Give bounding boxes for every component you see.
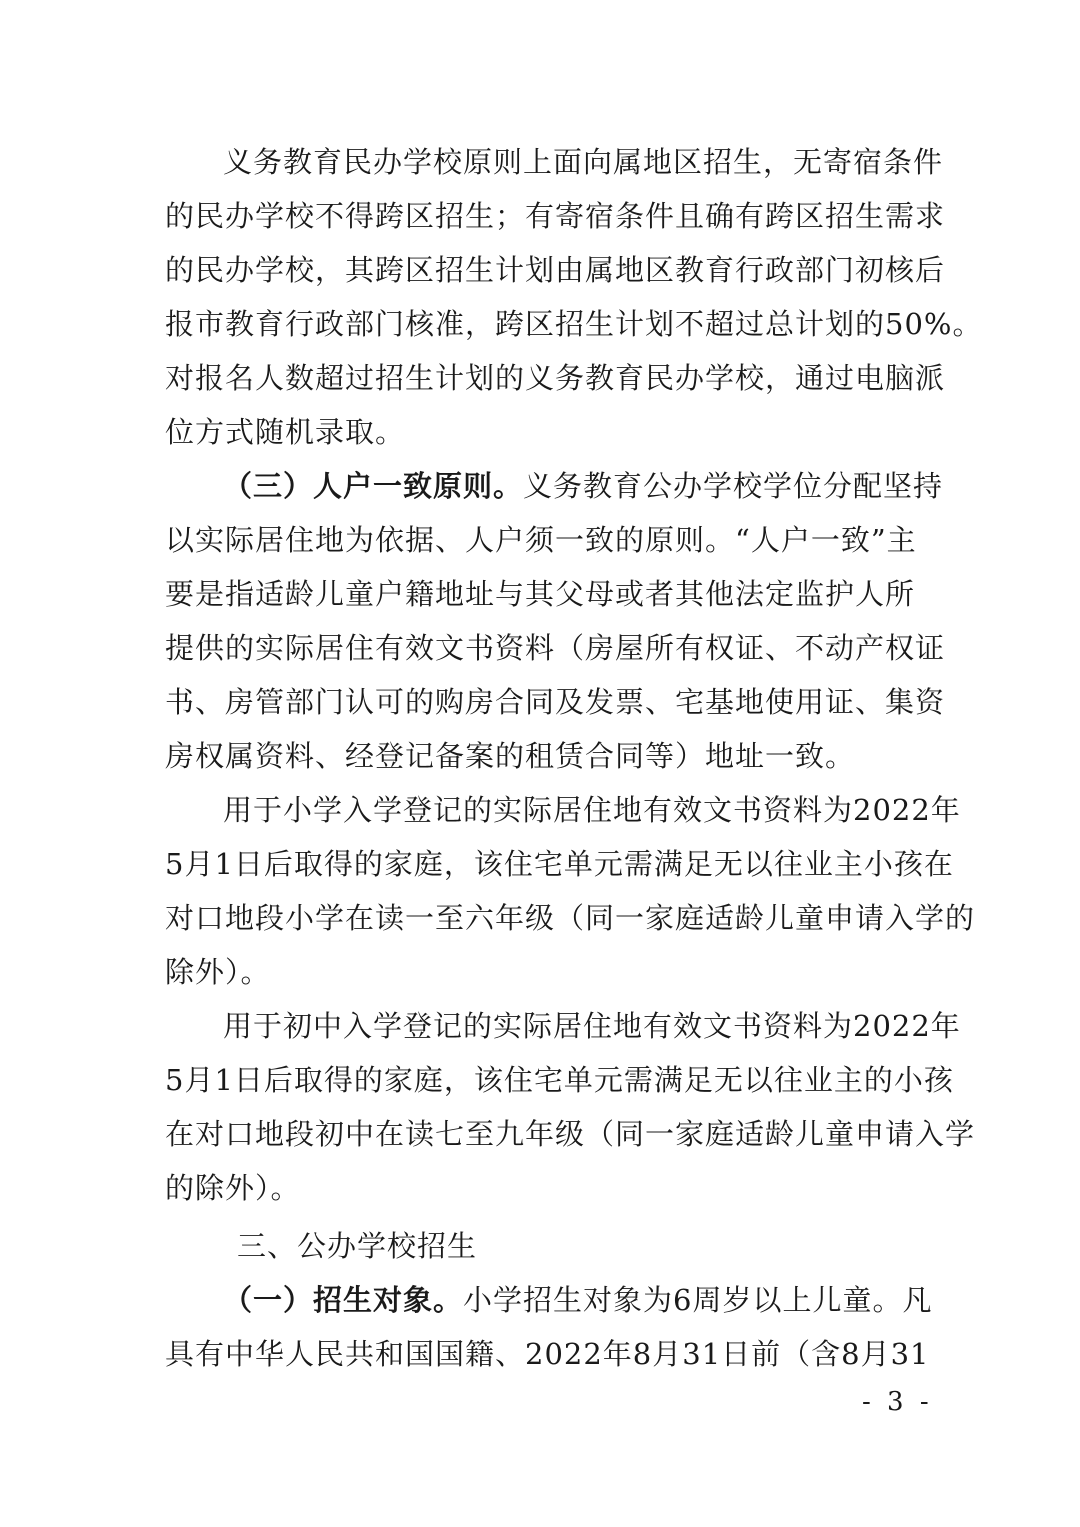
text-line: 用于小学入学登记的实际居住地有效文书资料为2022年 [223, 793, 961, 827]
text-line [165, 459, 944, 513]
text-line: 5月1日后取得的家庭，该住宅单元需满足无以往业主的小孩 [165, 1063, 954, 1097]
section-heading: 三、公办学校招生 [237, 1229, 478, 1263]
document-body [165, 135, 983, 1381]
text-line: 对口地段小学在读一至六年级（同一家庭适龄儿童申请入学的 [165, 901, 976, 935]
section-title: （三）人户一致原则。 [223, 469, 524, 503]
text-line [165, 1273, 933, 1327]
text-line: 位方式随机录取。 [165, 415, 406, 449]
text-line: 的民办学校不得跨区招生；有寄宿条件且确有跨区招生需求 [165, 199, 946, 233]
text-line: 的除外）。 [165, 1171, 301, 1205]
text-line: 报市教育行政部门核准，跨区招生计划不超过总计划的50%。 [165, 307, 983, 341]
text-line: 除外）。 [165, 955, 271, 989]
text-line: 房权属资料、经登记备案的租赁合同等）地址一致。 [165, 739, 856, 773]
text-line: 用于初中入学登记的实际居住地有效文书资料为2022年 [223, 1009, 961, 1043]
text-line: 书、房管部门认可的购房合同及发票、宅基地使用证、集资 [165, 685, 946, 719]
text-line: 具有中华人民共和国国籍、2022年8月31日前（含8月31 [165, 1337, 930, 1371]
text-fragment: 小学招生对象为6周岁以上儿童。凡 [463, 1283, 933, 1317]
text-line: 要是指适龄儿童户籍地址与其父母或者其他法定监护人所 [165, 577, 916, 611]
text-line: 义务教育民办学校原则上面向属地区招生，无寄宿条件 [223, 145, 944, 179]
page-number: - 3 - [862, 1387, 933, 1417]
text-line: 对报名人数超过招生计划的义务教育民办学校，通过电脑派 [165, 361, 946, 395]
text-line: 的民办学校，其跨区招生计划由属地区教育行政部门初核后 [165, 253, 946, 287]
section-title: （一）招生对象。 [223, 1283, 464, 1317]
text-line: 提供的实际居住有效文书资料（房屋所有权证、不动产权证 [165, 631, 946, 665]
text-line: 以实际居住地为依据、人户须一致的原则。“人户一致”主 [165, 523, 917, 557]
text-line: 5月1日后取得的家庭，该住宅单元需满足无以往业主小孩在 [165, 847, 954, 881]
text-fragment: 义务教育公办学校学位分配坚持 [523, 469, 944, 503]
text-line: 在对口地段初中在读七至九年级（同一家庭适龄儿童申请入学 [165, 1117, 976, 1151]
